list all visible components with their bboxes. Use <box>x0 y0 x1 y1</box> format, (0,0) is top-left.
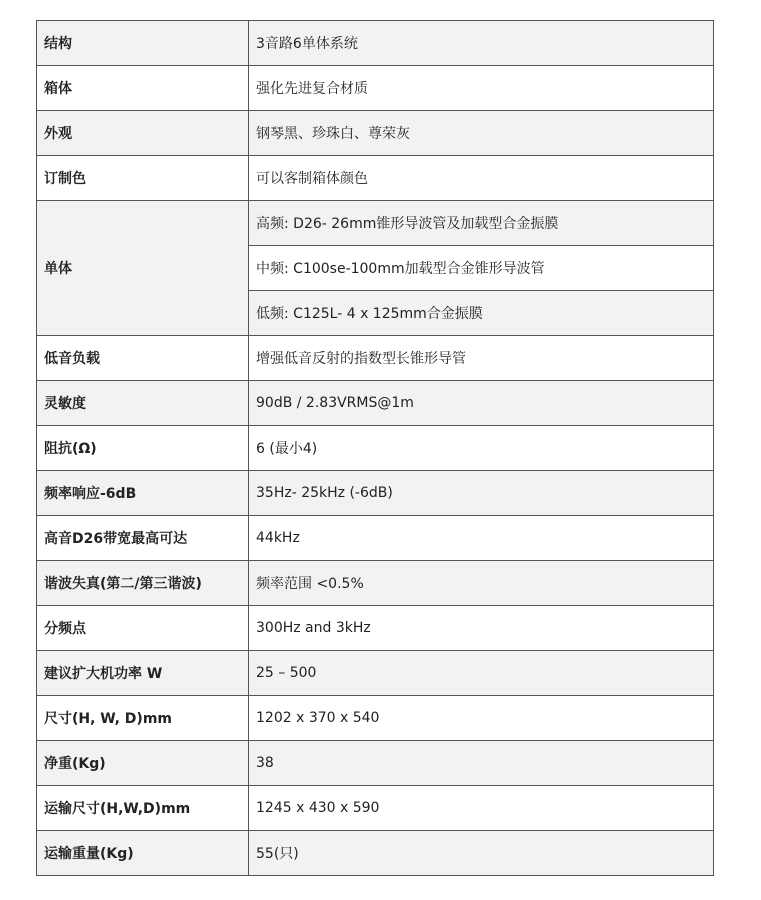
row-value: 300Hz and 3kHz <box>249 606 714 651</box>
row-label: 分频点 <box>37 606 249 651</box>
row-value-midrange: 中频: C100se-100mm加载型合金锥形导波管 <box>249 246 714 291</box>
table-row <box>37 381 714 426</box>
row-value: 可以客制箱体颜色 <box>249 156 714 201</box>
row-value: 25 – 500 <box>249 651 714 696</box>
row-value: 38 <box>249 741 714 786</box>
table-row <box>37 471 714 516</box>
row-value: 1245 x 430 x 590 <box>249 786 714 831</box>
row-label: 频率响应-6dB <box>37 471 249 516</box>
row-value: 钢琴黑、珍珠白、尊荣灰 <box>249 111 714 156</box>
table-row <box>37 606 714 651</box>
table-row <box>37 831 714 876</box>
row-value: 频率范围 <0.5% <box>249 561 714 606</box>
row-label: 运输尺寸(H,W,D)mm <box>37 786 249 831</box>
row-value: 44kHz <box>249 516 714 561</box>
row-label: 建议扩大机功率 W <box>37 651 249 696</box>
spec-table <box>36 20 714 876</box>
table-row <box>37 561 714 606</box>
table-row <box>37 111 714 156</box>
row-value-woofer: 低频: C125L- 4 x 125mm合金振膜 <box>249 291 714 336</box>
row-label: 灵敏度 <box>37 381 249 426</box>
table-row <box>37 741 714 786</box>
row-label: 阻抗(Ω) <box>37 426 249 471</box>
table-row <box>37 156 714 201</box>
row-value-tweeter: 高频: D26- 26mm锥形导波管及加载型合金振膜 <box>249 201 714 246</box>
table-row <box>37 201 714 246</box>
row-value: 6 (最小4) <box>249 426 714 471</box>
table-row <box>37 516 714 561</box>
row-label: 订制色 <box>37 156 249 201</box>
table-row <box>37 66 714 111</box>
row-value: 1202 x 370 x 540 <box>249 696 714 741</box>
row-label: 运输重量(Kg) <box>37 831 249 876</box>
table-row <box>37 21 714 66</box>
table-row <box>37 786 714 831</box>
table-row <box>37 336 714 381</box>
row-label: 低音负载 <box>37 336 249 381</box>
row-value: 35Hz- 25kHz (-6dB) <box>249 471 714 516</box>
table-row <box>37 651 714 696</box>
row-value: 3音路6单体系统 <box>249 21 714 66</box>
row-value: 55(只) <box>249 831 714 876</box>
row-value: 强化先进复合材质 <box>249 66 714 111</box>
row-value: 90dB / 2.83VRMS@1m <box>249 381 714 426</box>
row-value: 增强低音反射的指数型长锥形导管 <box>249 336 714 381</box>
row-label: 净重(Kg) <box>37 741 249 786</box>
row-label: 尺寸(H, W, D)mm <box>37 696 249 741</box>
row-label: 结构 <box>37 21 249 66</box>
table-row <box>37 696 714 741</box>
table-row <box>37 426 714 471</box>
row-label: 单体 <box>37 201 249 336</box>
row-label: 外观 <box>37 111 249 156</box>
row-label: 谐波失真(第二/第三谐波) <box>37 561 249 606</box>
row-label: 箱体 <box>37 66 249 111</box>
row-label: 高音D26带宽最高可达 <box>37 516 249 561</box>
